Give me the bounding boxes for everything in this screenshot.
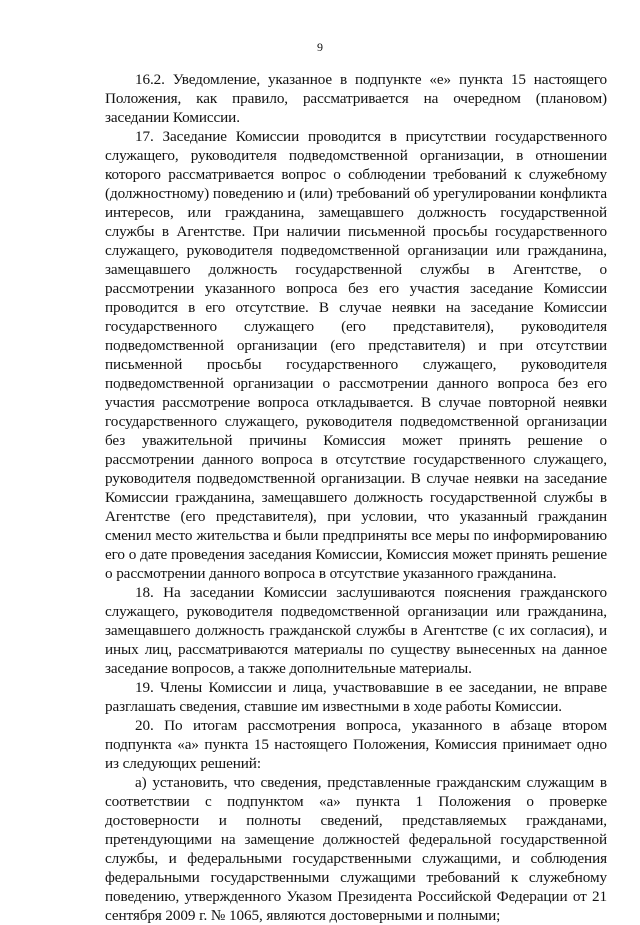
paragraph-19: 19. Члены Комиссии и лица, участвовавшие в ее заседании, не вправе разглашать сведения, ставшие им известными в ходе работы Комиссии. [105, 679, 607, 715]
document-body [105, 70, 607, 925]
paragraph-20: 20. По итогам рассмотрения вопроса, указанного в абзаце втором подпункта «а» пункта 15 настоящего Положения, Комиссия принимает одно из следующих решений: [105, 717, 607, 772]
paragraph-18: 18. На заседании Комиссии заслушиваются пояснения гражданского служащего, руководителя подведомственной организации или гражданина, замещавшего должность гражданской службы в Агентстве (с их согласия), и иных лиц, рассматриваются материалы по существу вынесенных на данное заседание вопросов, а также дополнительные материалы. [105, 584, 607, 677]
paragraph-17: 17. Заседание Комиссии проводится в присутствии государственного служащего, руководителя подведомственной организации, в отношении которого рассматривается вопрос о соблюдении требований к служебному (должностному) поведению и (или) требований об урегулировании конфликта интересов, или гражданина, замещавшего должность государственной службы в Агентстве. При наличии письменной просьбы государственного служащего, руководителя подведомственной организации или гражданина, замещавшего должность государственной службы в Агентстве, о рассмотрении указанного вопроса без его участия заседание Комиссии проводится в его отсутствие. В случае неявки на заседание Комиссии государственного служащего (его представителя), руководителя подведомственной организации (его представителя) и при отсутствии письменной просьбы государственного служащего, руководителя подведомственной организации о рассмотрении данного вопроса без его участия рассмотрение вопроса откладывается. В случае повторной неявки государственного служащего, руководителя подведомственной организации без уважительной причины Комиссия может принять решение о рассмотрении данного вопроса в отсутствие государственного служащего, руководителя подведомственной организации. В случае неявки на заседание Комиссии гражданина, замещавшего должность государственной службы в Агентстве (его представителя), при условии, что указанный гражданин сменил место жительства и были предприняты все меры по информированию его о дате проведения заседания Комиссии, Комиссия может принять решение о рассмотрении данного вопроса в отсутствие указанного гражданина. [105, 128, 607, 582]
paragraph-16-2: 16.2. Уведомление, указанное в подпункте «е» пункта 15 настоящего Положения, как правило, рассматривается на очередном (плановом) заседании Комиссии. [105, 71, 607, 126]
page-number: 9 [317, 40, 323, 54]
paragraph-20-a: а) установить, что сведения, представленные гражданским служащим в соответствии с подпунктом «а» пункта 1 Положения о проверке достоверности и полноты сведений, представляемых гражданами, претендующими на замещение должностей федеральной государственной службы, и федеральными государственными служащими, и соблюдения федеральными государственными служащими требований к служебному поведению, утвержденного Указом Президента Российской Федерации от 21 сентября 2009 г. № 1065, являются достоверными и полными; [105, 774, 607, 924]
